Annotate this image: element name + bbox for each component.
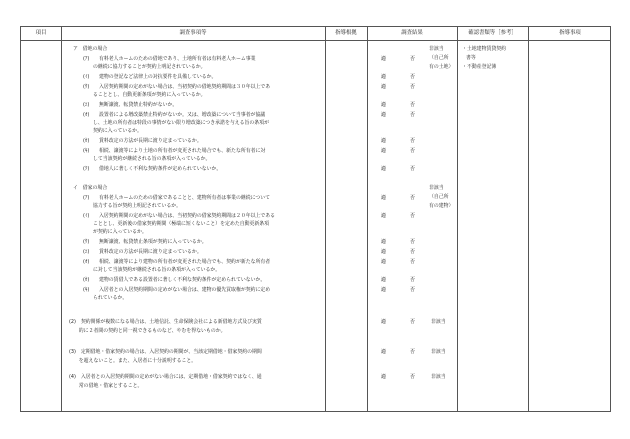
section-title: ア 借地の場合 <box>73 46 108 52</box>
item-text: られているか。 <box>93 295 128 301</box>
result-not-applicable: 有の建物） <box>429 203 454 209</box>
item-number: (ｲ) <box>83 74 90 80</box>
col-divider <box>61 27 62 411</box>
result-ng: 否 <box>410 239 415 245</box>
result-ng: 否 <box>410 374 415 380</box>
result-ok: 適 <box>381 213 386 219</box>
item-text: 建物の賃借人である設置者に著しく不利な契約条件が定められていないか。 <box>99 277 266 283</box>
result-not-applicable: 非該当 <box>431 319 446 325</box>
result-ng: 否 <box>410 259 415 265</box>
result-ok: 適 <box>381 84 386 90</box>
result-not-applicable: 有の土地） <box>429 64 454 70</box>
result-ok: 適 <box>381 74 386 80</box>
result-not-applicable: 非該当 <box>431 349 446 355</box>
item-number: (ｴ) <box>83 249 90 255</box>
item-number: (ｵ) <box>83 112 90 118</box>
result-ng: 否 <box>410 213 415 219</box>
result-not-applicable: 非該当 <box>429 185 444 191</box>
result-ok: 適 <box>381 287 386 293</box>
item-number: (ｴ) <box>83 102 90 108</box>
item-text: 入居契約期間の定めがない場合は、当初契約の借家契約期間は２０年以上である <box>99 213 276 219</box>
result-ng: 否 <box>410 195 415 201</box>
item-number: (ｶ) <box>83 277 90 283</box>
inspection-table <box>20 26 611 412</box>
result-ng: 否 <box>410 319 415 325</box>
result-not-applicable: 非該当 <box>431 374 446 380</box>
header-documents: 確認書類等［参考］ <box>468 30 517 36</box>
result-ng: 否 <box>410 102 415 108</box>
col-divider <box>457 27 458 411</box>
document-ref: ・不動産登記簿 <box>462 64 497 70</box>
item-text: ることとし、自動更新条項が契約に入っているか。 <box>93 92 206 98</box>
header-divider <box>21 40 610 41</box>
item-text: して当該契約が継続される旨の条項が入っているか。 <box>93 156 211 162</box>
header-guidance-basis: 指導根拠 <box>335 30 357 36</box>
item-text: 賃料改定の方法が長期に渡り定まっているか。 <box>99 138 202 144</box>
item-text: 無断譲渡、転貸禁止特約がないか。 <box>99 102 178 108</box>
item-number: (ｱ) <box>83 195 90 201</box>
result-not-applicable: （自己所 <box>429 194 449 200</box>
item-number: (ｳ) <box>83 84 90 90</box>
result-ok: 適 <box>381 259 386 265</box>
result-ng: 否 <box>410 138 415 144</box>
result-not-applicable: 非該当 <box>429 46 444 52</box>
item-text: 入居者との入居契約期間の定めがない場合は、建物の優先買取権が契約に定め <box>99 287 271 293</box>
result-ng: 否 <box>410 287 415 293</box>
result-ok: 適 <box>381 277 386 283</box>
item-text: 設置者による増改築禁止特約がないか。又は、増改築について当事者が協議 <box>99 112 266 118</box>
result-ng: 否 <box>410 112 415 118</box>
result-ok: 適 <box>381 148 386 154</box>
result-ng: 否 <box>410 277 415 283</box>
result-ng: 否 <box>410 148 415 154</box>
item-text: 無断譲渡、転貸禁止条項が契約に入っているか。 <box>99 239 207 245</box>
item-text: 相続、譲渡等により土地の所有者が変更された場合でも、新たな所有者に対 <box>99 148 266 154</box>
item-text: 相続、譲渡等により建物の所有者が変更された場合でも、契約が新たな所有者 <box>99 259 271 265</box>
header-result: 調査結果 <box>401 30 423 36</box>
item-text: が契約に入っているか。 <box>93 229 147 235</box>
item-text: こととし、更新後の借家契約期間（極端に短くないこと）を定めた自動更新条項 <box>93 221 270 227</box>
col-divider <box>367 27 368 411</box>
result-ok: 適 <box>381 166 386 172</box>
result-ok: 適 <box>381 138 386 144</box>
col-divider <box>325 27 326 411</box>
result-ng: 否 <box>410 74 415 80</box>
result-ng: 否 <box>410 249 415 255</box>
item-number: (ｷ) <box>83 287 90 293</box>
item-text: 協力する旨が契約上明記されているか。 <box>93 203 182 209</box>
result-not-applicable: （自己所 <box>429 55 449 61</box>
item-text: 有料老人ホームのための借地であり、土地所有者は有料老人ホーム事業 <box>99 56 256 62</box>
document-ref: ・土地建物賃貸契約 <box>462 46 507 52</box>
paragraph-line: を超えないこと。また、入居者に十分説明すること。 <box>69 358 197 364</box>
item-text: 借地人に著しく不利な契約条件が定められていないか。 <box>99 166 222 172</box>
result-ok: 適 <box>381 319 386 325</box>
result-ng: 否 <box>410 84 415 90</box>
header-guidance: 指導事項 <box>559 30 581 36</box>
item-text: 契約に入っているか。 <box>93 128 142 134</box>
item-number: (ｸ) <box>83 166 90 172</box>
item-text: 有料老人ホームのための借家であることと、建物所有者は事業の継続について <box>99 195 271 201</box>
item-number: (ｵ) <box>83 259 90 265</box>
item-number: (ｳ) <box>83 239 90 245</box>
item-text: 賃料改定の方法が長期に渡り定まっているか。 <box>99 249 202 255</box>
result-ok: 適 <box>381 195 386 201</box>
item-number: (ｷ) <box>83 148 90 154</box>
paragraph-line: (3) 定期借地・借家契約の場合は、入居契約の期間が、当該定期借地・借家契約の期間 <box>69 349 262 355</box>
result-ok: 適 <box>381 112 386 118</box>
item-number: (ｶ) <box>83 138 90 144</box>
result-ng: 否 <box>410 349 415 355</box>
result-ok: 適 <box>381 374 386 380</box>
result-ok: 適 <box>381 56 386 62</box>
paragraph-line: (4) 入居者との入居契約期間の定めがない場合には、定期借地・借家契約ではなく、通 <box>69 374 262 380</box>
result-ok: 適 <box>381 349 386 355</box>
item-text: 建物の登記など法律上の対抗要件を具備しているか。 <box>99 74 217 80</box>
item-text: し、土地の所有者は特段の事情がない限り増改築につき承諾を与える旨の条項が <box>93 120 269 126</box>
item-text: に対して当該契約が継続される旨の条項が入っているか。 <box>93 267 221 273</box>
result-ok: 適 <box>381 239 386 245</box>
paragraph-line: 常の借地・借家とすること。 <box>69 383 143 389</box>
document-ref: 書等 <box>466 55 476 61</box>
item-text: の継続に協力することが契約上明記されているか。 <box>93 64 206 70</box>
item-text: 入居契約期間の定めがない場合は、当初契約の借地契約期間は３０年以上であ <box>99 84 271 90</box>
header-item: 項目 <box>35 30 47 36</box>
item-number: (ｲ) <box>83 213 90 219</box>
paragraph-line: (2) 契約関係が複数になる場合は、土地信託、生命保険会社による新借地方式及び実質 <box>69 319 262 325</box>
paragraph-line: 的に２者間の契約と同一視できるものなど、やむを得ないものか。 <box>69 328 226 334</box>
result-ng: 否 <box>410 56 415 62</box>
section-title: イ 借家の場合 <box>73 185 108 191</box>
col-divider <box>528 27 529 411</box>
item-number: (ｱ) <box>83 56 90 62</box>
header-check: 調査事項等 <box>179 30 207 36</box>
result-ok: 適 <box>381 102 386 108</box>
result-ng: 否 <box>410 166 415 172</box>
result-ok: 適 <box>381 249 386 255</box>
